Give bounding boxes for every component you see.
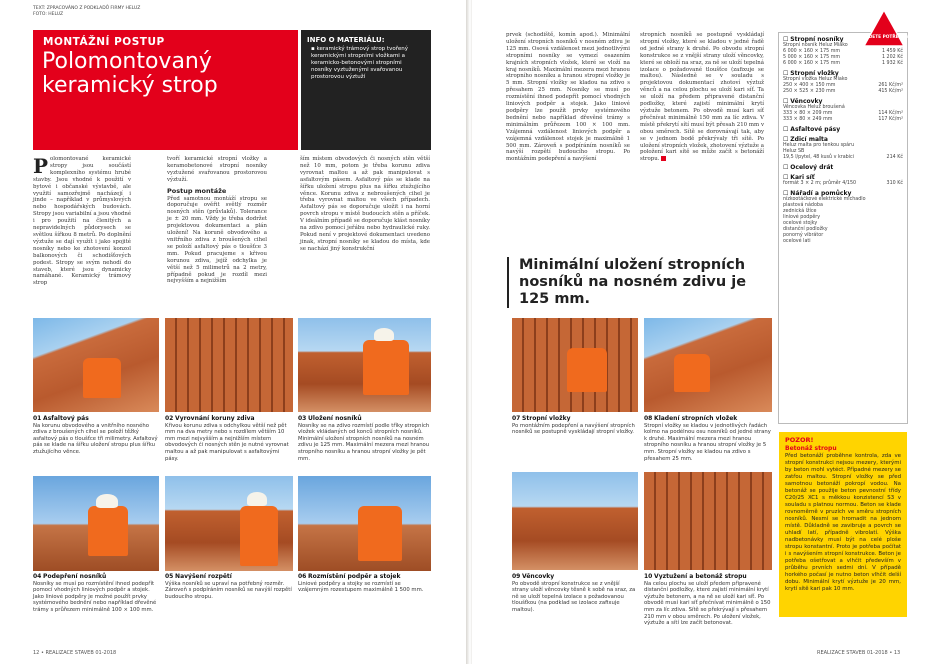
material-spec: formát 3 × 2 m; průměr 4/150 xyxy=(783,181,857,186)
caption-04 xyxy=(33,574,159,614)
material-price: 1 932 Kč xyxy=(881,61,903,66)
caption-05 xyxy=(165,574,293,600)
photo-07 xyxy=(512,318,638,412)
material-price: 114 Kč/m² xyxy=(878,111,903,116)
caption-number: 10 xyxy=(644,573,653,580)
material-spec: nízkootáčkové elektrické míchadlo xyxy=(783,197,866,202)
caption-08 xyxy=(644,416,772,462)
photo-09 xyxy=(512,472,638,570)
caption-title: Uložení nosníků xyxy=(308,415,362,422)
caption-text: Po montážním podepření a navýšení stropních nosníků se postupně vyskládají stropní vložky. xyxy=(512,422,635,436)
worker-figure xyxy=(358,506,402,561)
caption-text: Liniové podpěry a stojky se rozmístí se vzájemným rozestupem maximálně 1 500 mm. xyxy=(298,580,424,594)
material-heading: ☐ Stropní vložky xyxy=(783,67,903,77)
material-heading: ☐ Zdicí malta xyxy=(783,133,903,143)
caption-text: Na celou plochu se uloží předem připravené distanční podložky, které zajistí minimální krytí výztuže betonem, a na ně se uloží kari síť. Po obvodě musí kari síť přečnívat minimálně o 150 mm za líc zdiva. Sítě se překrývají s přesahem 210 mm v obou směrech. Po uložení vložek, výztuže a sítí lze začít betonovat. xyxy=(644,580,771,627)
caption-number: 06 xyxy=(298,573,307,580)
material-spec: 250 × 400 × 150 mm xyxy=(783,83,836,88)
body-column-4 xyxy=(506,32,630,163)
material-heading: ☐ Nářadí a pomůcky xyxy=(783,187,903,197)
material-spec: plastová nádoba xyxy=(783,203,823,208)
material-spec: 19,5 l/pytel, 48 kusů v krabici xyxy=(783,155,855,160)
material-spec: Stropní vložka Heluz Miako xyxy=(783,77,848,82)
material-spec: liniové podpěry xyxy=(783,215,821,220)
material-item xyxy=(783,239,903,245)
caption-title: Vyztužení a betonáž stropu xyxy=(654,573,747,580)
caption-number: 04 xyxy=(33,573,42,580)
caption-title: Věncovky xyxy=(522,573,555,580)
article-end-mark xyxy=(661,156,666,161)
credits xyxy=(33,6,140,18)
material-spec: distanční podložky xyxy=(783,227,828,232)
photo-03 xyxy=(298,318,431,412)
body-column-3 xyxy=(300,156,430,253)
material-price: 261 Kč/m² xyxy=(878,83,903,88)
material-spec: 6 000 × 160 × 175 mm xyxy=(783,61,841,66)
caption-number: 03 xyxy=(298,415,307,422)
material-spec: ocelové lati xyxy=(783,239,811,244)
info-heading: INFO O MATERIÁLU: xyxy=(307,36,385,44)
col5-text: stropních nosníků se postupně vyskládají stropní vložky, které se kladou v jedné řadě od jedné strany k druhé. Po obvodu stropní konstrukce se z vnější strany uloží věncovky, které se obloží na sraz, za ně se uloží tepelná izolace o požadované tloušťce (zafixuje se maltou). Následně se v souladu s projektovou dokumentací zhotoví výztuž věnců a na celou plochu se uloží kari síť. Ta se uloží na předem připravené distanční podložky, které zajistí minimální krytí výztuže betonem. Po obvodě musí kari síť přečnívat minimálně 150 mm za líc zdiva. V místě překrytí sítí musí být přesah 210 mm v obou směrech. Sítě se dorovnávají tak, aby se v jednom bodě překrývaly tři sítě. Po uložení stropních vložek, zhotovení výztuže a položení kari sítě se může začít s betonáží stropu. xyxy=(640,32,764,163)
material-spec: Heluz malta pro tenkou spáru xyxy=(783,143,855,148)
material-price: 214 Kč xyxy=(886,155,903,160)
material-spec: zednická lžíce xyxy=(783,209,817,214)
material-price: 1 459 Kč xyxy=(881,49,903,54)
col3-text: ším místem obvodových či nosných stěn větší než 10 mm, potom je třeba korunu zdiva vyrovnat maltou a až pak manipulovat s asfaltovým pásem. Asfaltový pás se klade na šířku uložení stropu plus na šířku ztužujícího věnce. Korunu zdiva z nebroušených cihel je třeba vyrovnat maltou ve všech případech. Asfaltový pás se doporučuje uložit i na horní povrch stropu v místě budoucích stěn a příček. V ideálním případě se doporučuje klást nosníky na zdivo pomocí jeřábu nebo hydraulické ruky. Pokud není v projektové dokumentaci uvedeno jinak, stropní nosníky se kladou do místa, kde se nachází jiný konstrukční xyxy=(300,156,430,252)
caption-title: Rozmístění podpěr a stojek xyxy=(308,573,401,580)
material-group xyxy=(783,133,903,161)
intro-column xyxy=(33,156,131,287)
material-group xyxy=(783,161,903,171)
caption-number: 08 xyxy=(644,415,653,422)
material-group xyxy=(783,123,903,133)
material-spec: 333 × 80 × 209 mm xyxy=(783,111,833,116)
material-price: 415 Kč/m² xyxy=(878,89,903,94)
body-column-5 xyxy=(640,32,764,163)
material-spec: Heluz SB xyxy=(783,149,805,154)
col2-text2: Před samotnou montáží stropu se doporučuje ověřit světlý rozměr nosných stěn (průvlaků). Tolerance je ± 20 mm. Vždy je třeba dodržet projektovou dokumentaci a plán uložení! Na koruně obvodového a vnitřního zdiva z broušených cihel se položí asfaltový pás o tloušťce 3 mm. Pokud pracujeme s křivou korunou zdiva, jejíž odchylka je větší než 5 milimetrů na 2 metry, případně pokud je rozdíl mezi nejvyšším a nejnižším xyxy=(167,195,267,285)
photo-08 xyxy=(644,318,772,412)
material-spec: ocelové stojky xyxy=(783,221,818,226)
photo-10 xyxy=(644,472,772,570)
caption-text: Po obvodě stropní konstrukce se z vnější strany uloží věncovky těsně k sobě na sraz, za ně se uloží tepelná izolace s požadovanou tloušťkou (na podklad se izolace zafixuje maltou). xyxy=(512,580,636,613)
credits-text: TEXT: ZPRACOVÁNO Z PODKLADŮ FIRMY HELUZ xyxy=(33,6,141,11)
intro-text: olomontované keramické stropy jsou součástí komplexního systému hrubé stavby. Jsou vhodné k použití v bytové i občanské výstavbě, ale využití samozřejmě nacházejí i jinde – například v průmyslových nebo hospodářských budovách. Stropy jsou variabilní a jsou vhodné i pro použití na členitých a nepravidelných půdorysech se světlou šířkou 8 metrů. Po doplnění výztuže se dají využít i jako spojité nosníky nebo ke zhotovení konzol balkonových či schodišťových podest. Stropy se svým nehodí do staveb, které jsou dynamicky namáhané. Keramický trámový strop xyxy=(33,156,132,287)
material-heading: ☐ Stropní nosníky xyxy=(783,33,903,43)
col2-text: tvoří keramické stropní vložky a keramobetonové stropní nosníky vyztužené svařovanou prostorovou výztuží. xyxy=(167,156,267,183)
caption-text: Na korunu obvodového a vnitřního nosného zdiva z broušených cihel se položí těžký asfaltový pás o tloušťce tři milimetry. Asfaltový pás se klade na šířku uložení stropu plus šířku ztužujícího věnce. xyxy=(33,422,158,455)
material-heading: ☐ Věncovky xyxy=(783,95,903,105)
caption-title: Kladení stropních vložek xyxy=(654,415,738,422)
material-spec: Věncovka Heluz broušená xyxy=(783,105,845,110)
caption-01 xyxy=(33,416,159,456)
caption-09 xyxy=(512,574,638,614)
material-heading: ☐ Asfaltové pásy xyxy=(783,123,903,133)
material-group xyxy=(783,67,903,95)
hero-kicker: MONTÁŽNÍ POSTUP xyxy=(43,36,165,48)
caption-title: Navýšení rozpětí xyxy=(175,573,232,580)
worker-figure xyxy=(83,358,121,398)
caption-06 xyxy=(298,574,431,594)
page-title: Polomontovaný keramický strop xyxy=(42,49,218,98)
material-price: 310 Kč xyxy=(886,181,903,186)
material-spec: 333 × 80 × 249 mm xyxy=(783,117,833,122)
caption-07 xyxy=(512,416,638,436)
material-group xyxy=(783,171,903,187)
caption-number: 09 xyxy=(512,573,521,580)
caption-text: Nosníky se na zdivo rozmístí podle tříky stropních vložek vkládaných od konců stropních nosníků. Minimální uložení stropních nosníků na nosném zdivu je 125 mm. Maximální mezera mezi hranou stropního nosníku a hranou stropní vložky je pět mm. xyxy=(298,422,430,462)
body-column-2 xyxy=(167,156,267,285)
info-body: ▪ keramický trámový strop tvořený keramickými stropními vložkami a keramicko-betonovými stropními nosníky vyztuženými svařovanou prostorovou výztuží xyxy=(311,46,423,81)
worker-figure xyxy=(363,340,409,395)
caption-number: 02 xyxy=(165,415,174,422)
photo-04 xyxy=(33,476,159,571)
photo-06 xyxy=(298,476,431,571)
worker-figure xyxy=(240,506,278,566)
photo-01 xyxy=(33,318,159,412)
caption-text: Stropní vložky se kladou v jednotlivých řadách kolmo na podélnou osu nosníků od jedné strany k druhé. Maximální mezera mezi hranou stropního nosníku a hranou stropní vložky je 5 mm. Stropní vložky se kladou na zdivo s přesahem 25 mm. xyxy=(644,422,771,462)
warning-title: POZOR! xyxy=(785,436,814,444)
caption-title: Vyrovnání koruny zdiva xyxy=(175,415,255,422)
section-subhead: Postup montáže xyxy=(167,186,227,195)
material-heading: ☐ Kari síť xyxy=(783,171,903,181)
caption-text: Výška nosníků se upraví na potřebný rozměr. Zároveň s podpíráním nosníků se navýší rozpětí budoucího stropu. xyxy=(165,580,292,600)
material-heading: ☐ Ocelový drát xyxy=(783,161,903,171)
material-group xyxy=(783,187,903,245)
material-spec: Stropní nosník Heluz Miako xyxy=(783,43,848,48)
worker-figure xyxy=(88,506,128,556)
what-you-need-badge xyxy=(853,8,915,52)
materials-checklist xyxy=(778,32,908,424)
caption-title: Podepření nosníků xyxy=(43,573,107,580)
worker-figure xyxy=(567,348,607,392)
caption-number: 05 xyxy=(165,573,174,580)
material-info-box xyxy=(301,30,431,150)
col4-text: prvek (schodiště, komín apod.). Minimální uložení stropních nosníků v nosném zdivu je 125 mm. Osová vzdálenost mezi jednotlivými stropními nosníky se vymezí osazením krajních stropních vložek, které se vloží na kraj nosníků. Maximální mezera mezi hranou stropního nosníku a hranou stropní vložky je 5 mm. Stropní vložky se kladou na zdivo s přesahem 25 mm. Nosníky se musí po rozmístění ihned podepřít pomocí vhodných liniových podpěr a stojek. Jako liniové podpěry lze použít prvky systémového bednění nebo například dřevěné trámy s minimálním průřezem 100 × 100 mm. Vzájemná vzdálenost liniových podpěr a vzájemná vzdálenost stojek je maximálně 1 500 mm. Zároveň s podpíráním nosníků se navýší rozpětí budoucího stropu. Po montážním podepření a navýšení xyxy=(506,32,630,163)
caption-10 xyxy=(644,574,772,627)
material-spec: 5 000 × 160 × 175 mm xyxy=(783,55,841,60)
footer-left: 12 • REALIZACE STAVEB 01-2018 xyxy=(33,650,117,656)
warning-box xyxy=(779,432,907,617)
material-spec: 6 000 × 160 × 175 mm xyxy=(783,49,841,54)
helmet-figure xyxy=(374,328,394,341)
caption-text: Nosníky se musí po rozmístění ihned podepřít pomocí vhodných liniových podpěr a stojek. Jako liniové podpěry je možné použít prvky systémového bednění nebo například dřevěné trámy s průřezem minimálně 100 × 100 mm. xyxy=(33,580,157,613)
caption-number: 07 xyxy=(512,415,521,422)
material-price: 117 Kč/m² xyxy=(878,117,903,122)
warning-text: Před betonáží proběhne kontrola, zda ve stropní konstrukci nejsou mezery, kterými by beton mohl vytéct. Případné mezery se zatřou maltou. Stropní vložky se před samotnou betonáží pokropí vodou. Na betonáž se použije beton pevnostní třídy C20/25 XC1 s měkkou konzistencí S3 v souladu s platnou normou. Beton se klade rovnoměrně v pruzích ve směru stropních nosníků. Nesmí se hromadit na jednom místě. Důkladně se zavibruje a povrch se uhladí latí, případně vibrolatí. Výška nadbetonávky musí být na celé ploše stropu konstantní. Proto je potřeba počítat i s navýšením stropní konstrukce. Beton je potřeba ošetřovat a vlhčit především v průběhu prvních sedmi dní. V případě horkého počasí je nutno beton vlhčit delší dobu. Minimální krytí výztuže je 20 mm, krytí sítě kari pak 10 mm. xyxy=(785,453,901,592)
caption-text: Křivou korunu zdiva s odchylkou větší než pět mm na dva metry nebo s rozdílem větším 10 mm mezi nejvyšším a nejnižším místem obvodových či nosných stěn je nutné vyrovnat maltou a až pak manipulovat s asfaltovými pásy. xyxy=(165,422,289,462)
caption-title: Stropní vložky xyxy=(522,415,571,422)
dropcap: P xyxy=(33,154,49,178)
caption-02 xyxy=(165,416,293,462)
helmet-figure xyxy=(247,492,267,506)
caption-title: Asfaltový pás xyxy=(43,415,89,422)
photo-05 xyxy=(165,476,293,571)
credits-photo: FOTO: HELUZ xyxy=(33,12,64,17)
caption-number: 01 xyxy=(33,415,42,422)
warning-subtitle: Betonáž stropu xyxy=(785,445,837,452)
hero-banner xyxy=(33,30,298,150)
caption-03 xyxy=(298,416,431,462)
material-price: 1 202 Kč xyxy=(881,55,903,60)
left-page xyxy=(0,0,468,664)
pull-quote: Minimální uložení stropních nosníků na nosném zdivu je 125 mm. xyxy=(507,257,769,308)
material-group xyxy=(783,95,903,123)
photo-02 xyxy=(165,318,293,412)
footer-right: REALIZACE STAVEB 01-2018 • 13 xyxy=(817,650,901,656)
helmet-figure xyxy=(96,494,118,508)
material-spec: ponorný vibrátor xyxy=(783,233,824,238)
badge-label: CO BUDETE POTŘEBOVAT xyxy=(853,35,915,40)
worker-figure xyxy=(674,354,710,392)
material-spec: 250 × 525 × 230 mm xyxy=(783,89,836,94)
